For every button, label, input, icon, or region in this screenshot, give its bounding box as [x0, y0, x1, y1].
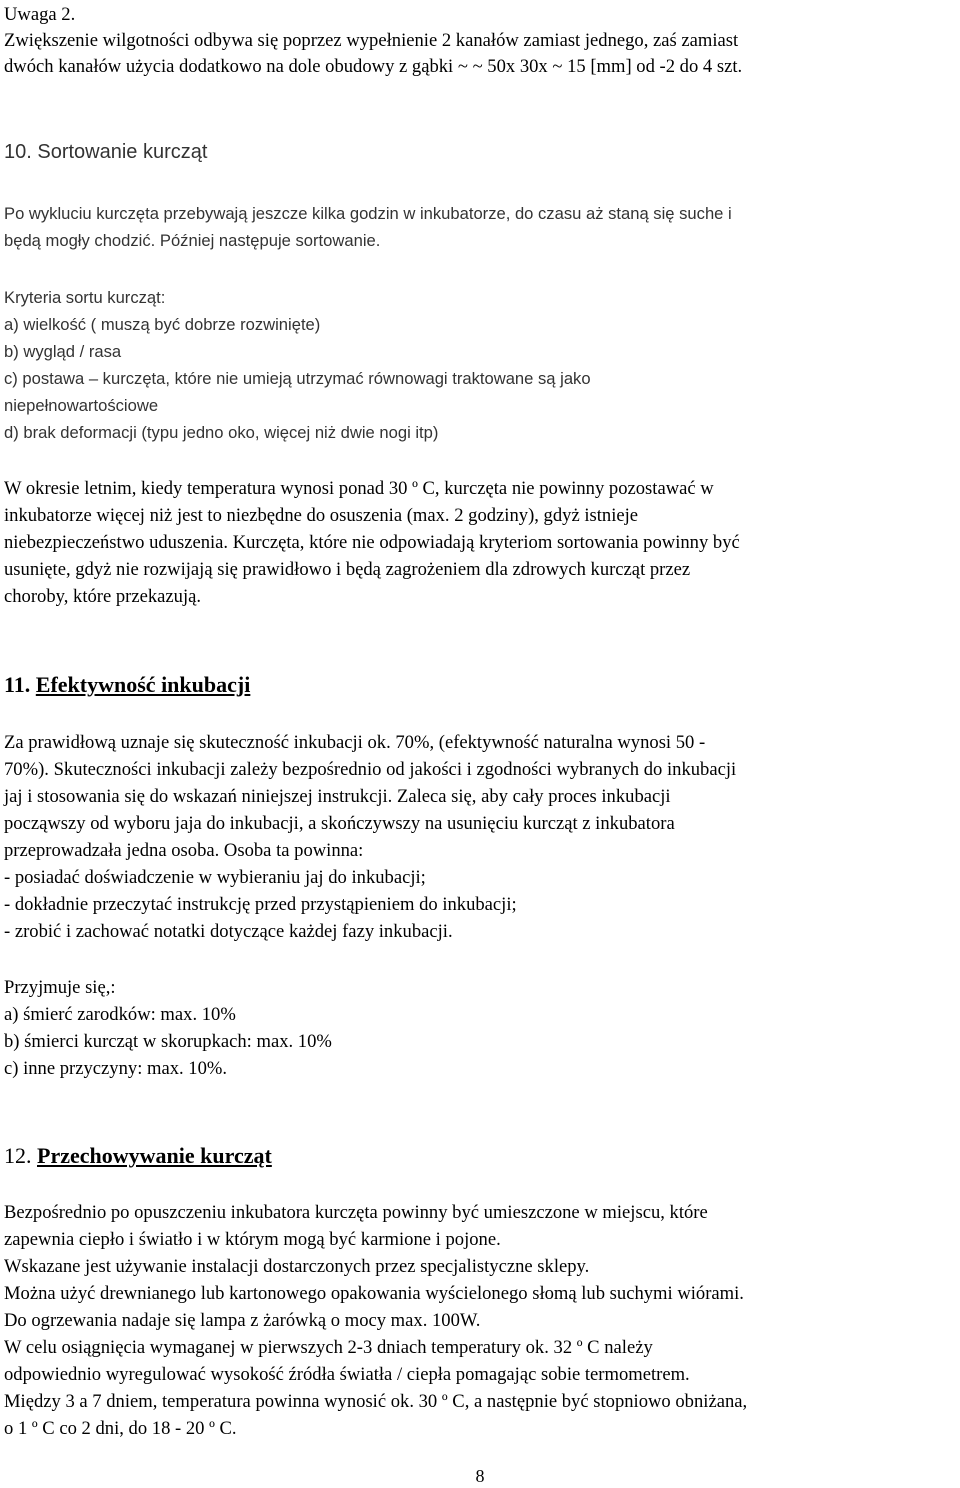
criteria-line: Kryteria sortu kurcząt: — [4, 288, 166, 307]
note-line: Zwiększenie wilgotności odbywa się poprzez wypełnienie 2 kanałów zamiast jednego, zaś zamiast — [4, 30, 739, 51]
section-title: Efektywność inkubacji — [35, 672, 251, 697]
paragraph-line: choroby, które przekazują. — [4, 586, 202, 607]
paragraph-line: inkubatorze więcej niż jest to niezbędne do osuszenia (max. 2 godziny), gdyż istnieje — [4, 505, 639, 526]
paragraph-line: o 1 º C co 2 dni, do 18 - 20 º C. — [4, 1418, 237, 1439]
paragraph-line: 70%). Skuteczności inkubacji zależy bezpośrednio od jakości i zgodności wybranych do inkubacji — [4, 759, 737, 780]
paragraph-line: Między 3 a 7 dniem, temperatura powinna wynosić ok. 30 º C, a następnie być stopniowo obniżana, — [4, 1391, 748, 1412]
criteria-line: b) wygląd / rasa — [4, 342, 122, 361]
section-number: 10. — [4, 141, 32, 163]
section-title: Sortowanie kurcząt — [37, 141, 208, 163]
criteria-line: a) wielkość ( muszą być dobrze rozwinięte) — [4, 315, 321, 334]
list-item: - dokładnie przeczytać instrukcję przed przystąpieniem do inkubacji; — [4, 894, 517, 915]
section-number: 11. — [4, 672, 31, 697]
page-number: 8 — [475, 1466, 485, 1486]
paragraph-line: Wskazane jest używanie instalacji dostarczonych przez specjalistyczne sklepy. — [4, 1256, 590, 1277]
criteria-line: d) brak deformacji (typu jedno oko, więcej niż dwie nogi itp) — [4, 423, 439, 442]
paragraph-line: odpowiednio wyregulować wysokość źródła światła / ciepła pomagając sobie termometrem. — [4, 1364, 690, 1385]
criteria-line: c) postawa – kurczęta, które nie umieją utrzymać równowagi traktowane są jako — [4, 369, 591, 388]
note-title: Uwaga 2. — [4, 4, 76, 25]
criteria-line: niepełnowartościowe — [4, 396, 159, 415]
paragraph-line: przeprowadzała jedna osoba. Osoba ta powinna: — [4, 840, 364, 861]
paragraph-line: Można użyć drewnianego lub kartonowego opakowania wyścielonego słomą lub suchymi wiórami. — [4, 1283, 744, 1304]
section-12-heading — [4, 1141, 272, 1171]
paragraph-line: zapewnia ciepło i światło i w którym mogą być karmione i pojone. — [4, 1229, 501, 1250]
paragraph-line: Bezpośrednio po opuszczeniu inkubatora kurczęta powinny być umieszczone w miejscu, które — [4, 1202, 708, 1223]
section-number: 12. — [4, 1143, 32, 1168]
paragraph-line: Do ogrzewania nadaje się lampa z żarówką o mocy max. 100W. — [4, 1310, 481, 1331]
paragraph-line — [4, 530, 740, 556]
paragraph-line: usunięte, gdyż nie rozwijają się prawidłowo i będą zagrożeniem dla zdrowych kurcząt przez — [4, 559, 691, 580]
note-line: dwóch kanałów użycia dodatkowo na dole obudowy z gąbki ~ ~ 50x 30x ~ 15 [mm] od -2 do 4 szt. — [4, 56, 743, 77]
paragraph-segment: Kurczęta, które nie odpowiadają kryteriom sortowania powinny być — [228, 532, 740, 553]
paragraph-line: jaj i stosowania się do wskazań niniejszej instrukcji. Zaleca się, aby cały proces inkubacji — [4, 786, 671, 807]
list-item: - zrobić i zachować notatki dotyczące każdej fazy inkubacji. — [4, 921, 453, 942]
list-item: - posiadać doświadczenie w wybieraniu jaj do inkubacji; — [4, 867, 426, 888]
paragraph-line: W okresie letnim, kiedy temperatura wynosi ponad 30 º C, kurczęta nie powinny pozostawać w — [4, 478, 714, 499]
assume-line: a) śmierć zarodków: max. 10% — [4, 1004, 236, 1025]
paragraph-line: W celu osiągnięcia wymaganej w pierwszych 2-3 dniach temperatury ok. 32 º C należy — [4, 1337, 653, 1358]
section-11-heading — [4, 670, 250, 700]
paragraph-line: będą mogły chodzić. Później następuje sortowanie. — [4, 231, 381, 250]
assume-line: Przyjmuje się,: — [4, 977, 116, 998]
paragraph-line: Po wykluciu kurczęta przebywają jeszcze kilka godzin w inkubatorze, do czasu aż staną się suche i — [4, 204, 732, 223]
assume-line: b) śmierci kurcząt w skorupkach: max. 10% — [4, 1031, 332, 1052]
section-10-heading — [4, 139, 207, 165]
paragraph-line: Za prawidłową uznaje się skuteczność inkubacji ok. 70%, (efektywność naturalna wynosi 50 - — [4, 732, 706, 753]
assume-line: c) inne przyczyny: max. 10%. — [4, 1058, 228, 1079]
paragraph-line: począwszy od wyboru jaja do inkubacji, a skończywszy na usunięciu kurcząt z inkubatora — [4, 813, 675, 834]
paragraph-segment: niebezpieczeństwo uduszenia. — [4, 532, 229, 553]
section-title: Przechowywanie kurcząt — [37, 1143, 272, 1168]
